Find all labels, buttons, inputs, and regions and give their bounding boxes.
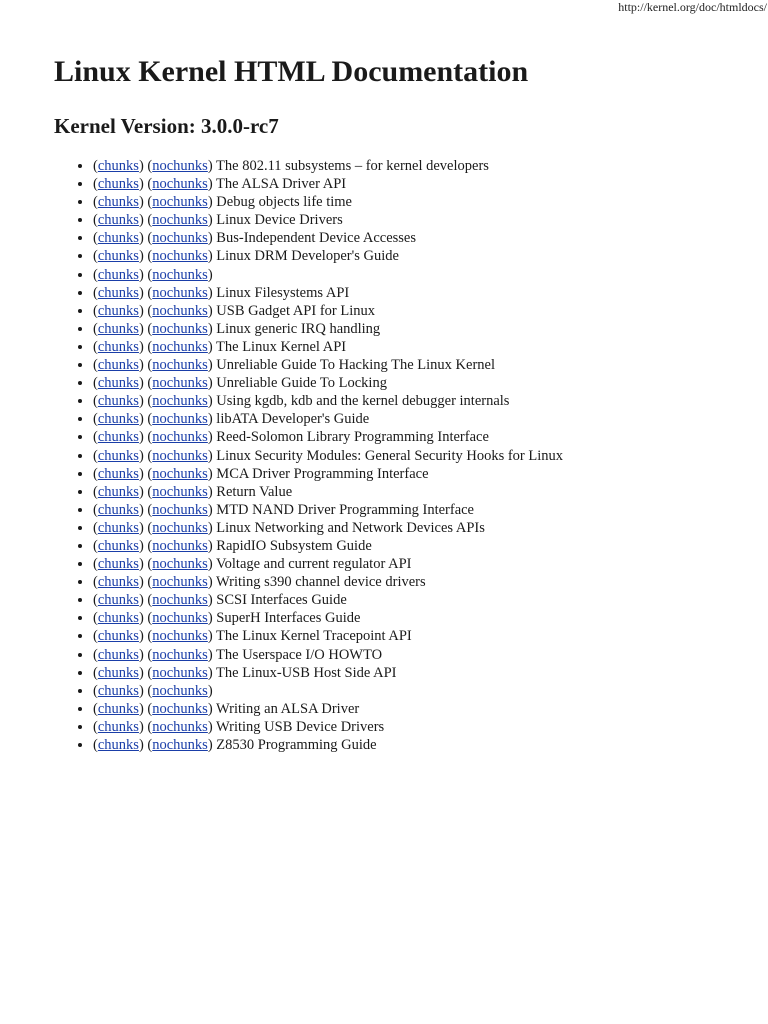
- nochunks-link[interactable]: nochunks: [152, 700, 208, 717]
- list-item: • (chunks) (nochunks) The 802.11 subsystems – for kernel developers: [93, 157, 563, 175]
- list-item: • (chunks) (nochunks) Linux Networking and Network Devices APIs: [93, 519, 563, 537]
- nochunks-link[interactable]: nochunks: [152, 302, 208, 319]
- chunks-link[interactable]: chunks: [97, 465, 139, 482]
- chunks-link[interactable]: chunks: [97, 284, 139, 301]
- chunks-link[interactable]: chunks: [97, 483, 139, 500]
- chunks-link[interactable]: chunks: [97, 501, 139, 518]
- chunks-link[interactable]: chunks: [97, 537, 139, 554]
- nochunks-link[interactable]: nochunks: [152, 465, 208, 482]
- doc-title: USB Gadget API for Linux: [216, 302, 375, 319]
- chunks-link[interactable]: chunks: [97, 194, 139, 211]
- page-url: http://kernel.org/doc/htmldocs/: [618, 0, 767, 14]
- list-item: • (chunks) (nochunks): [93, 266, 563, 284]
- chunks-link[interactable]: chunks: [97, 230, 139, 247]
- nochunks-link[interactable]: nochunks: [152, 194, 208, 211]
- nochunks-link[interactable]: nochunks: [152, 610, 208, 627]
- list-item: • (chunks) (nochunks) Linux generic IRQ handling: [93, 320, 563, 338]
- doc-title: Linux DRM Developer's Guide: [216, 248, 399, 265]
- nochunks-link[interactable]: nochunks: [152, 718, 208, 735]
- nochunks-link[interactable]: nochunks: [152, 212, 208, 229]
- chunks-link[interactable]: chunks: [97, 302, 139, 319]
- list-item: • (chunks) (nochunks) Unreliable Guide To Locking: [93, 374, 563, 392]
- doc-title: Writing s390 channel device drivers: [216, 574, 426, 591]
- doc-title: The ALSA Driver API: [216, 176, 347, 193]
- nochunks-link[interactable]: nochunks: [152, 375, 208, 392]
- doc-title: Debug objects life time: [216, 194, 352, 211]
- chunks-link[interactable]: chunks: [97, 610, 139, 627]
- list-item: • (chunks) (nochunks) The Linux Kernel Tracepoint API: [93, 627, 563, 645]
- nochunks-link[interactable]: nochunks: [152, 357, 208, 374]
- doc-title: SCSI Interfaces Guide: [216, 592, 347, 609]
- list-item: • (chunks) (nochunks) Writing s390 channel device drivers: [93, 573, 563, 591]
- nochunks-link[interactable]: nochunks: [152, 338, 208, 355]
- nochunks-link[interactable]: nochunks: [152, 483, 208, 500]
- nochunks-link[interactable]: nochunks: [152, 519, 208, 536]
- list-item: • (chunks) (nochunks) Reed-Solomon Library Programming Interface: [93, 428, 563, 446]
- doc-title: The Linux Kernel API: [216, 338, 347, 355]
- list-item: • (chunks) (nochunks) Debug objects life time: [93, 193, 563, 211]
- nochunks-link[interactable]: nochunks: [152, 447, 208, 464]
- list-item: • (chunks) (nochunks) RapidIO Subsystem Guide: [93, 537, 563, 555]
- chunks-link[interactable]: chunks: [97, 357, 139, 374]
- chunks-link[interactable]: chunks: [97, 176, 139, 193]
- nochunks-link[interactable]: nochunks: [152, 266, 208, 283]
- doc-title: Linux Filesystems API: [216, 284, 350, 301]
- nochunks-link[interactable]: nochunks: [152, 537, 208, 554]
- doc-title: libATA Developer's Guide: [216, 411, 370, 428]
- list-item: • (chunks) (nochunks) Writing an ALSA Driver: [93, 700, 563, 718]
- chunks-link[interactable]: chunks: [97, 375, 139, 392]
- nochunks-link[interactable]: nochunks: [152, 646, 208, 663]
- chunks-link[interactable]: chunks: [97, 556, 139, 573]
- chunks-link[interactable]: chunks: [97, 718, 139, 735]
- nochunks-link[interactable]: nochunks: [152, 664, 208, 681]
- doc-title: Reed-Solomon Library Programming Interface: [216, 429, 489, 446]
- nochunks-link[interactable]: nochunks: [152, 158, 208, 174]
- chunks-link[interactable]: chunks: [97, 411, 139, 428]
- nochunks-link[interactable]: nochunks: [152, 411, 208, 428]
- doc-title: Linux Security Modules: General Security Hooks for Linux: [216, 447, 564, 464]
- chunks-link[interactable]: chunks: [97, 592, 139, 609]
- nochunks-link[interactable]: nochunks: [152, 230, 208, 247]
- doc-title: SuperH Interfaces Guide: [216, 610, 361, 627]
- doc-title: Using kgdb, kdb and the kernel debugger internals: [216, 393, 510, 410]
- chunks-link[interactable]: chunks: [97, 682, 139, 699]
- nochunks-link[interactable]: nochunks: [152, 284, 208, 301]
- doc-title: Return Value: [216, 483, 293, 500]
- chunks-link[interactable]: chunks: [97, 447, 139, 464]
- nochunks-link[interactable]: nochunks: [152, 248, 208, 265]
- list-item: • (chunks) (nochunks) SCSI Interfaces Guide: [93, 591, 563, 609]
- doc-title: The 802.11 subsystems – for kernel developers: [216, 158, 489, 174]
- chunks-link[interactable]: chunks: [97, 429, 139, 446]
- list-item: • (chunks) (nochunks) The ALSA Driver API: [93, 175, 563, 193]
- chunks-link[interactable]: chunks: [97, 248, 139, 265]
- doc-title: The Linux Kernel Tracepoint API: [216, 628, 412, 645]
- nochunks-link[interactable]: nochunks: [152, 176, 208, 193]
- chunks-link[interactable]: chunks: [97, 338, 139, 355]
- chunks-link[interactable]: chunks: [97, 266, 139, 283]
- list-item: • (chunks) (nochunks) MCA Driver Programming Interface: [93, 465, 563, 483]
- list-item: • (chunks) (nochunks) Linux Device Drivers: [93, 211, 563, 229]
- nochunks-link[interactable]: nochunks: [152, 393, 208, 410]
- doc-title: The Linux-USB Host Side API: [216, 664, 397, 681]
- list-item: • (chunks) (nochunks) Bus-Independent Device Accesses: [93, 229, 563, 247]
- list-item: • (chunks) (nochunks) libATA Developer's Guide: [93, 410, 563, 428]
- doc-title: Linux generic IRQ handling: [216, 320, 381, 337]
- chunks-link[interactable]: chunks: [97, 664, 139, 681]
- nochunks-link[interactable]: nochunks: [152, 682, 208, 699]
- doc-title: Unreliable Guide To Locking: [216, 375, 387, 392]
- doc-title: The Userspace I/O HOWTO: [216, 646, 383, 663]
- doc-title: RapidIO Subsystem Guide: [216, 537, 372, 554]
- list-item: • (chunks) (nochunks) USB Gadget API for Linux: [93, 302, 563, 320]
- list-item: • (chunks) (nochunks) Voltage and current regulator API: [93, 555, 563, 573]
- chunks-link[interactable]: chunks: [97, 212, 139, 229]
- list-item: • (chunks) (nochunks) Z8530 Programming Guide: [93, 736, 563, 754]
- doc-title: Bus-Independent Device Accesses: [216, 230, 417, 247]
- nochunks-link[interactable]: nochunks: [152, 556, 208, 573]
- list-item: • (chunks) (nochunks) The Linux-USB Host Side API: [93, 664, 563, 682]
- chunks-link[interactable]: chunks: [97, 737, 139, 753]
- nochunks-link[interactable]: nochunks: [152, 429, 208, 446]
- doc-title: Writing an ALSA Driver: [216, 700, 360, 717]
- chunks-link[interactable]: chunks: [97, 158, 139, 174]
- chunks-link[interactable]: chunks: [97, 646, 139, 663]
- list-item: • (chunks) (nochunks) The Linux Kernel API: [93, 338, 563, 356]
- list-item: • (chunks) (nochunks) Unreliable Guide To Hacking The Linux Kernel: [93, 356, 563, 374]
- doc-title: Linux Networking and Network Devices APIs: [216, 519, 485, 536]
- list-item: • (chunks) (nochunks) Writing USB Device Drivers: [93, 718, 563, 736]
- nochunks-link[interactable]: nochunks: [152, 628, 208, 645]
- doc-title: MCA Driver Programming Interface: [216, 465, 429, 482]
- doc-title: Writing USB Device Drivers: [216, 718, 385, 735]
- page-title: Linux Kernel HTML Documentation: [54, 55, 529, 88]
- chunks-link[interactable]: chunks: [97, 320, 139, 337]
- nochunks-link[interactable]: nochunks: [152, 574, 208, 591]
- nochunks-link[interactable]: nochunks: [152, 592, 208, 609]
- list-item: • (chunks) (nochunks) Using kgdb, kdb and the kernel debugger internals: [93, 392, 563, 410]
- list-item: • (chunks) (nochunks) MTD NAND Driver Programming Interface: [93, 501, 563, 519]
- list-item: • (chunks) (nochunks) Linux Filesystems API: [93, 284, 563, 302]
- nochunks-link[interactable]: nochunks: [152, 320, 208, 337]
- chunks-link[interactable]: chunks: [97, 519, 139, 536]
- list-item: • (chunks) (nochunks): [93, 682, 563, 700]
- list-item: • (chunks) (nochunks) SuperH Interfaces Guide: [93, 609, 563, 627]
- doc-title: MTD NAND Driver Programming Interface: [216, 501, 474, 518]
- list-item: • (chunks) (nochunks) Linux DRM Developer's Guide: [93, 247, 563, 265]
- doc-title: Voltage and current regulator API: [216, 556, 412, 573]
- list-item: • (chunks) (nochunks) The Userspace I/O HOWTO: [93, 646, 563, 664]
- documentation-list: [54, 157, 563, 754]
- nochunks-link[interactable]: nochunks: [152, 737, 208, 753]
- doc-title: Unreliable Guide To Hacking The Linux Kernel: [216, 357, 495, 374]
- doc-title: Z8530 Programming Guide: [216, 737, 377, 753]
- chunks-link[interactable]: chunks: [97, 574, 139, 591]
- nochunks-link[interactable]: nochunks: [152, 501, 208, 518]
- list-item: • (chunks) (nochunks) Linux Security Modules: General Security Hooks for Linux: [93, 447, 563, 465]
- chunks-link[interactable]: chunks: [97, 700, 139, 717]
- doc-title: Linux Device Drivers: [216, 212, 343, 229]
- chunks-link[interactable]: chunks: [97, 393, 139, 410]
- list-item: • (chunks) (nochunks) Return Value: [93, 483, 563, 501]
- chunks-link[interactable]: chunks: [97, 628, 139, 645]
- kernel-version-heading: Kernel Version: 3.0.0-rc7: [54, 114, 279, 138]
